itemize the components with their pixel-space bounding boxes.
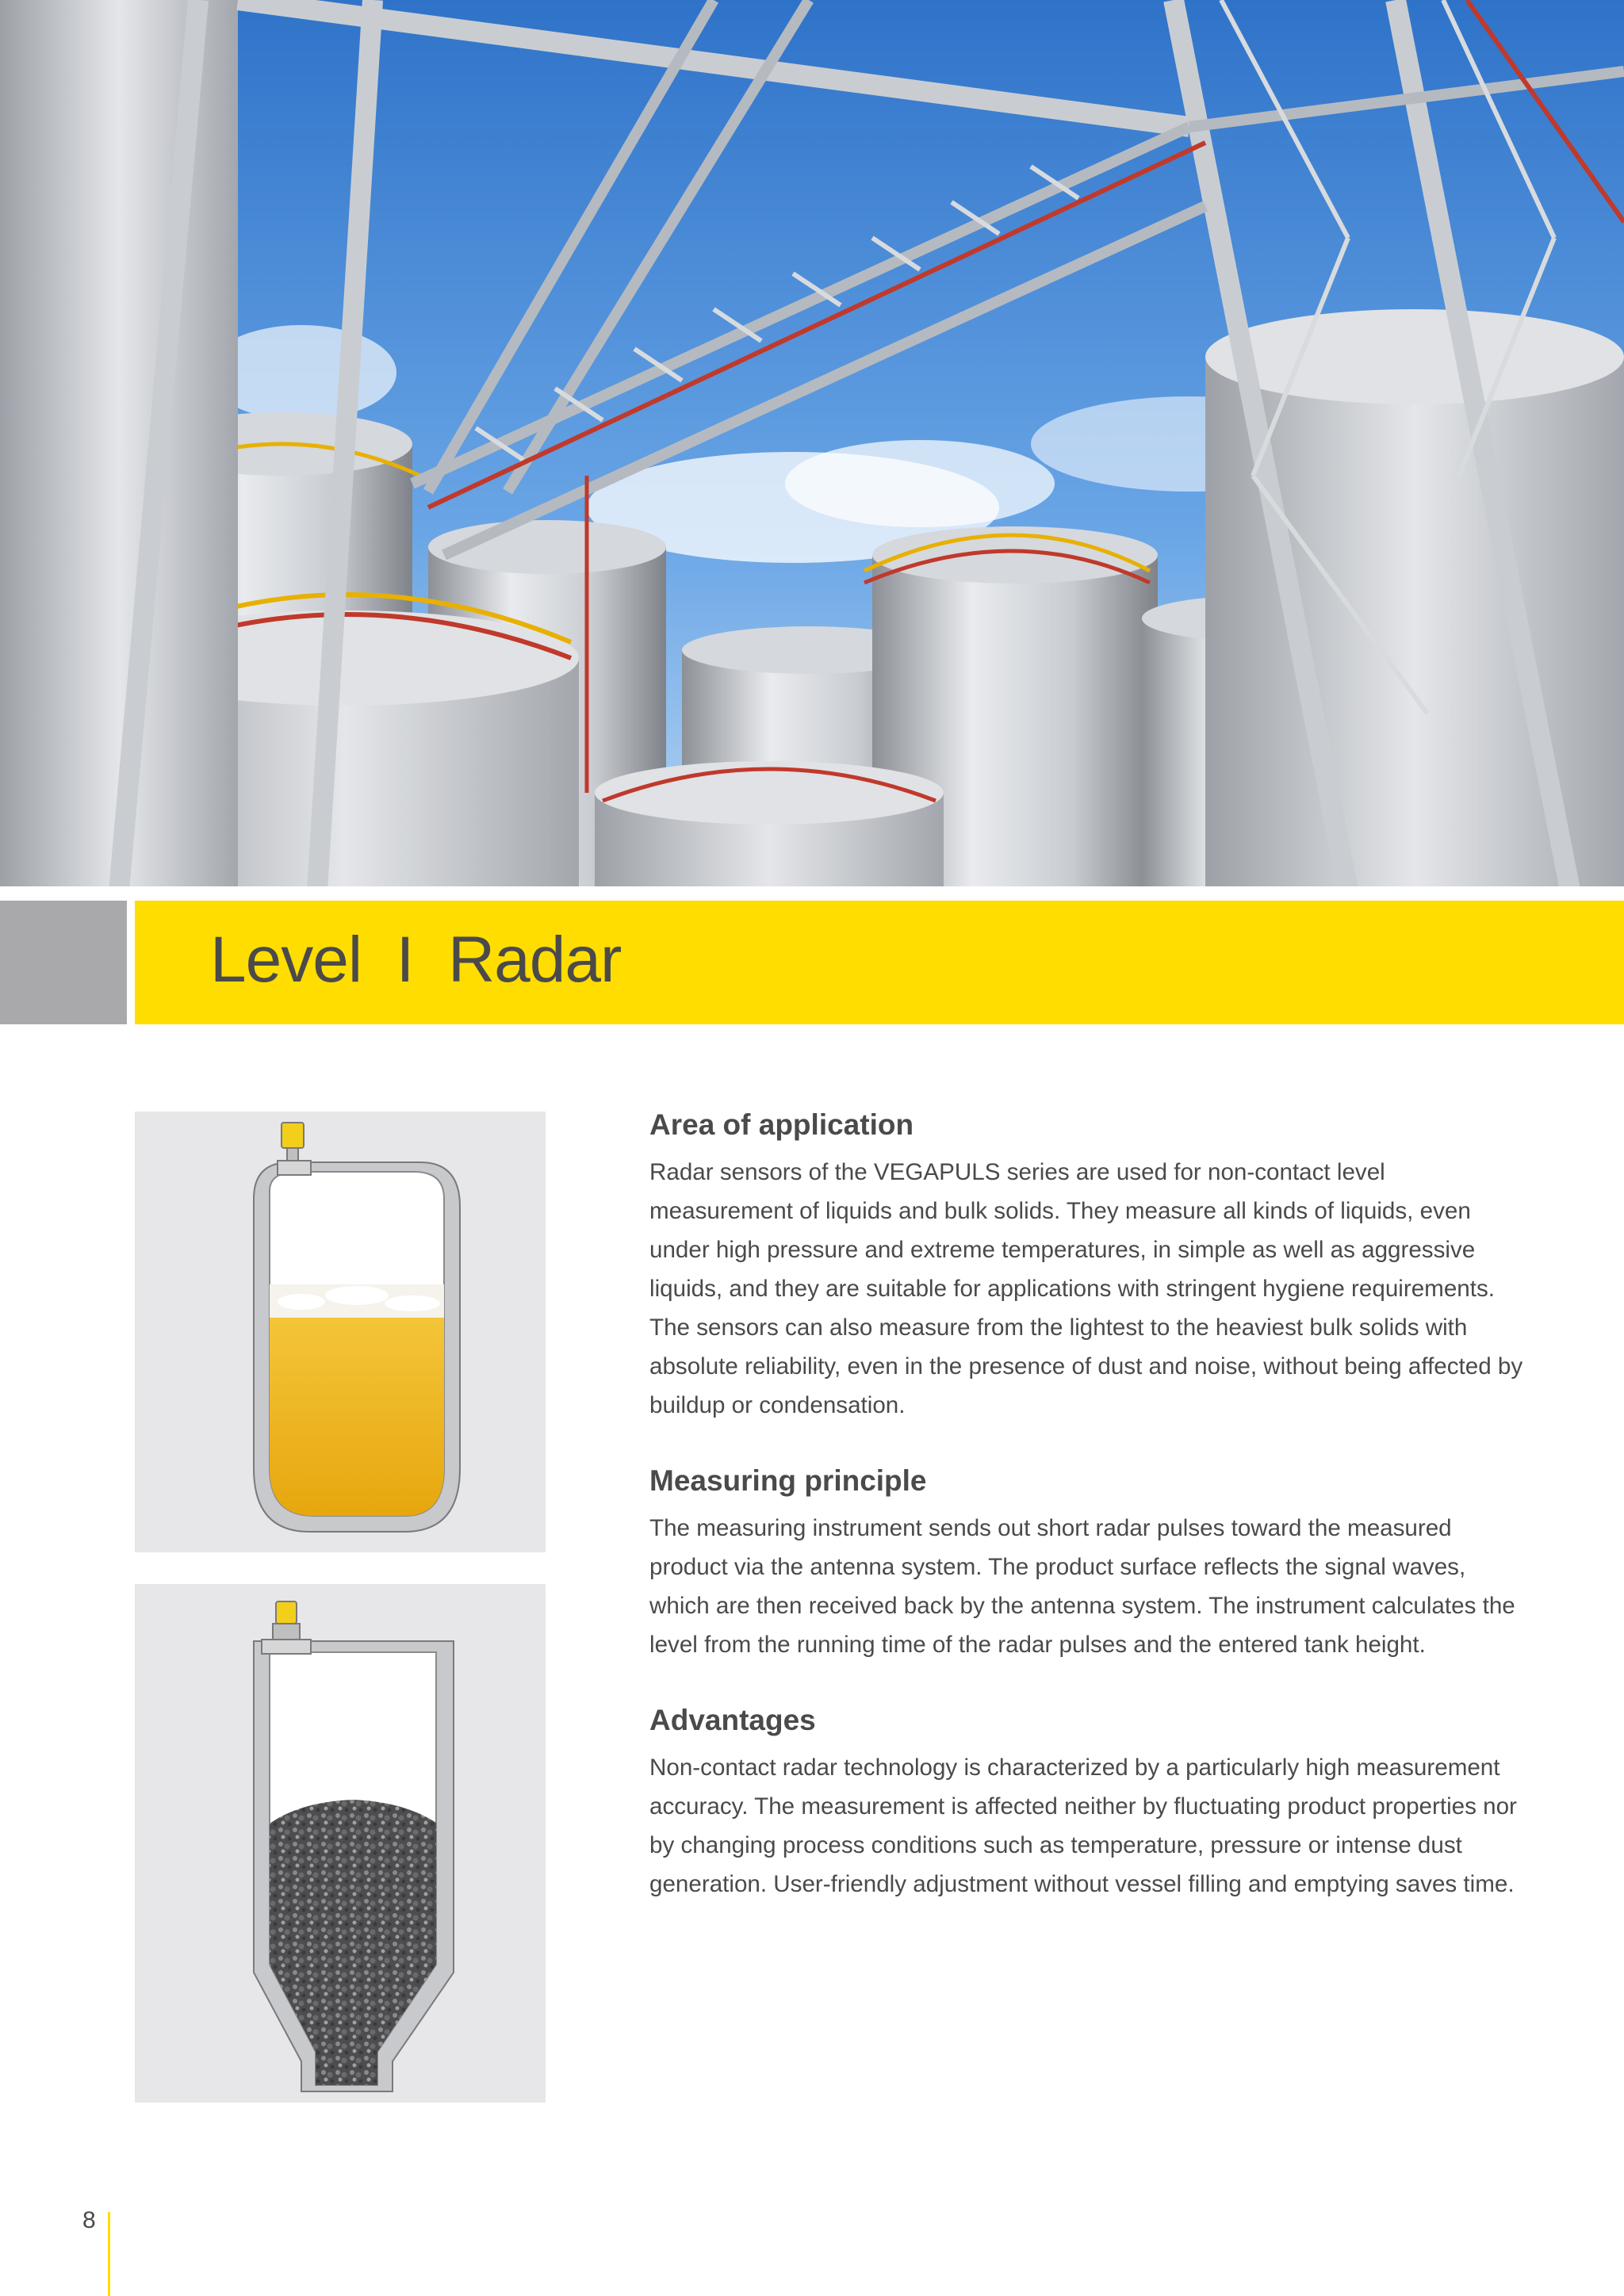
title-bar xyxy=(135,901,1624,1024)
tank-farm-illustration xyxy=(0,0,1624,890)
section-measuring-principle xyxy=(649,1464,1530,1664)
section-heading: Advantages xyxy=(649,1704,816,1736)
content-column xyxy=(649,1108,1530,1904)
section-heading: Area of application xyxy=(649,1108,914,1141)
section-body: Radar sensors of the VEGAPULS series are used for non-contact level measurement of liquids and bulk solids. They measure all kinds of liquids, even under high pressure and extreme temperatures, in simple as well as aggressive liquids, and they are suitable for applications with stringent hygiene requirements. The sensors can also measure from the lightest to the heaviest bulk solids with absolute reliability, even in the presence of dust and noise, without being affected by buildup or condensation. xyxy=(649,1159,1523,1418)
section-heading: Measuring principle xyxy=(649,1464,927,1497)
section-advantages xyxy=(649,1704,1530,1904)
title-side-block xyxy=(0,901,127,1024)
liquid-tank-with-radar-sensor-icon xyxy=(135,1112,546,1552)
bulk-solids-silo-with-radar-sensor-icon xyxy=(135,1584,546,2103)
liquid-tank-figure xyxy=(135,1112,546,1552)
hero-photo xyxy=(0,0,1624,890)
page-number: 8 xyxy=(82,2207,96,2233)
solids-silo-figure xyxy=(135,1584,546,2103)
section-body: Non-contact radar technology is characterized by a particularly high measurement accuracy. The measurement is affected neither by fluctuating product properties nor by changing process conditions such as temperature, pressure or intense dust generation. User-friendly adjustment without vessel filling and emptying saves time. xyxy=(649,1755,1517,1897)
page-number-rule xyxy=(108,2212,110,2296)
section-area-of-application xyxy=(649,1108,1530,1425)
section-body: The measuring instrument sends out short radar pulses toward the measured product via the antenna system. The product surface reflects the signal waves, which are then received back by the antenna system. The instrument calculates the level from the running time of the radar pulses and the entered tank height. xyxy=(649,1515,1515,1658)
page-title: Level I Radar xyxy=(210,924,622,996)
